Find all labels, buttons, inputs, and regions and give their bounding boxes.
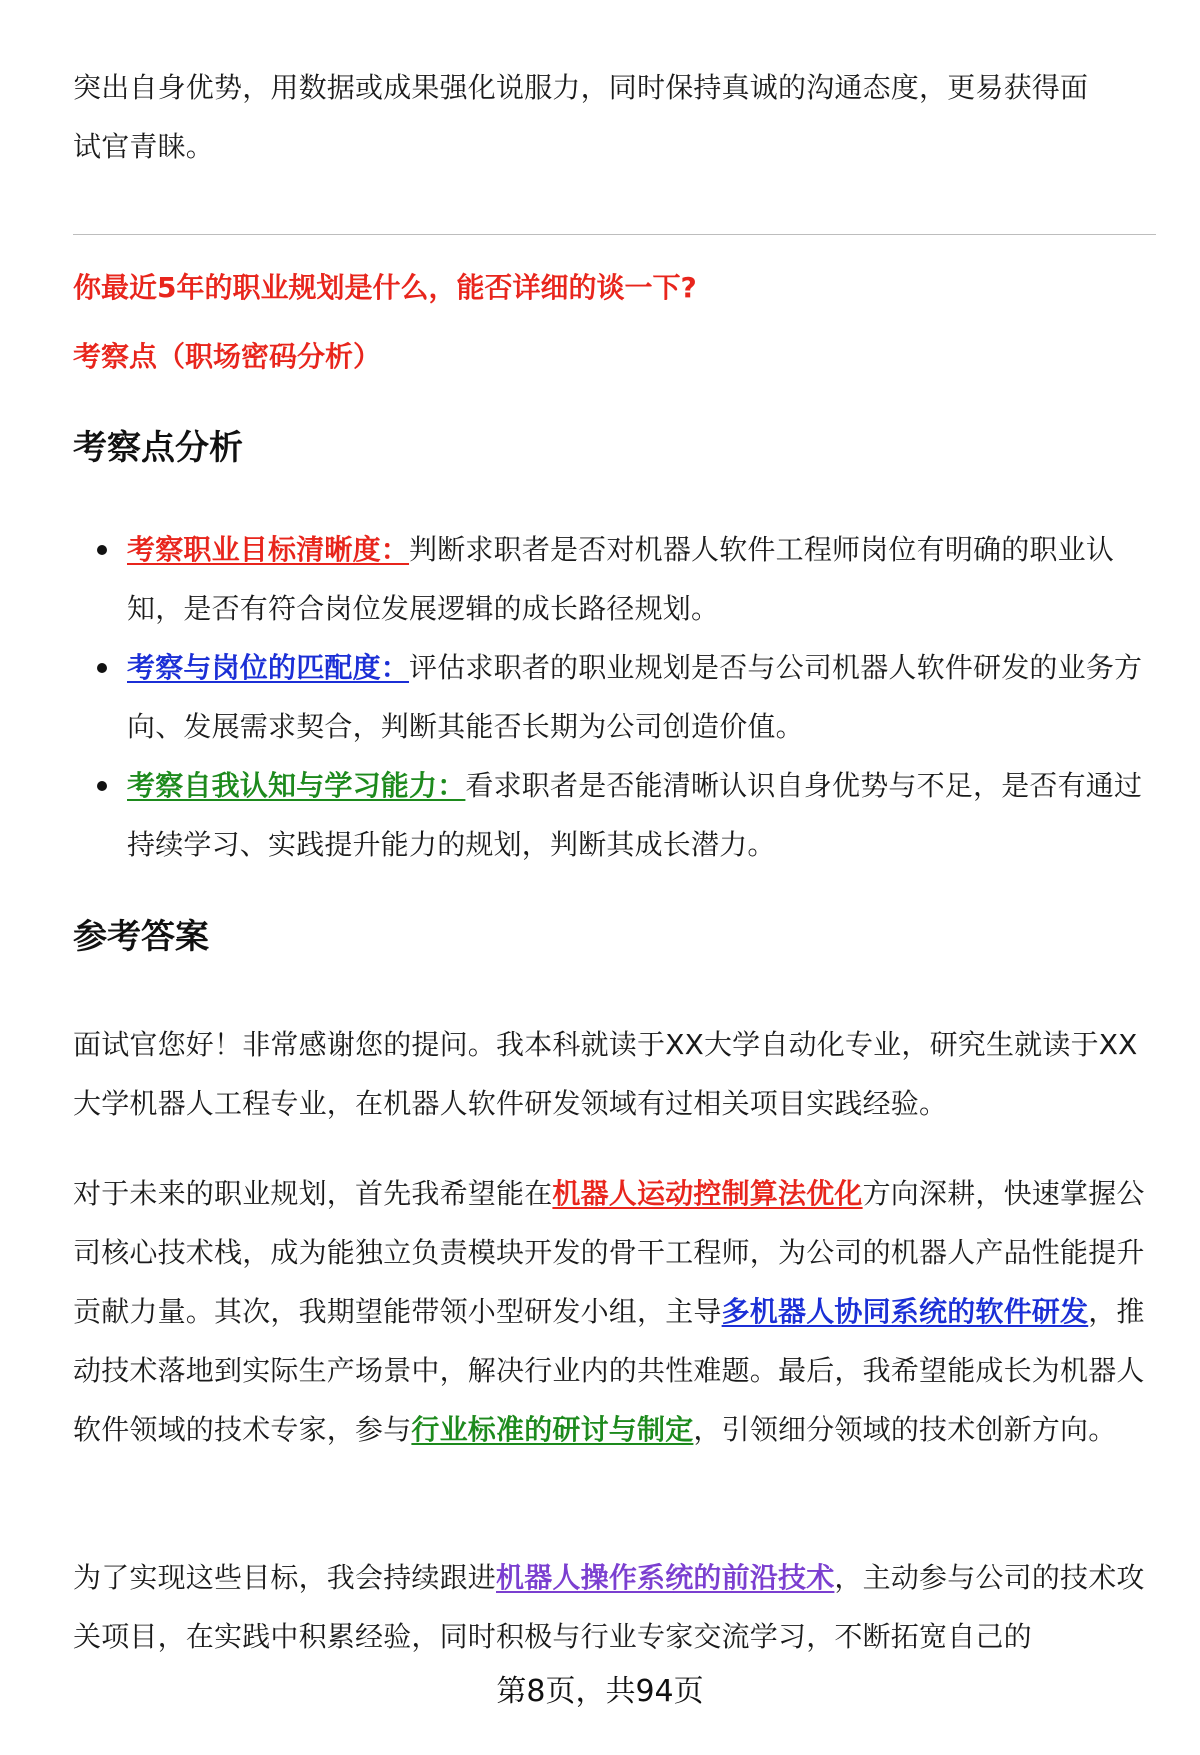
- page-number: 第8页，共94页: [496, 1674, 704, 1709]
- analysis-item-text: 评估求职者的职业规划是否与公司机器人软件研发的业务方向、发展需求契合，判断其能否长期为公司创造价值。: [127, 651, 1143, 743]
- analysis-item-text: 判断求职者是否对机器人软件工程师岗位有明确的职业认知，是否有符合岗位发展逻辑的成长路径规划。: [127, 533, 1115, 625]
- list-item: [73, 638, 1158, 756]
- analysis-item-text: 看求职者是否能清晰认识自身优势与不足，是否有通过持续学习、实践提升能力的规划，判断其成长潜力。: [127, 769, 1143, 861]
- highlight-link-motion-control[interactable]: 机器人运动控制算法优化: [552, 1177, 863, 1210]
- answer-text: 方向深耕，快速掌握公司核心技术栈，成为能独立负责模块开发的骨干工程师，为公司的机器人产品性能提升贡献力量。其次，我期望能带领小型研发小组，主导: [73, 1177, 1145, 1328]
- answer-text: 对于未来的职业规划，首先我希望能在: [73, 1177, 553, 1210]
- answer-paragraph-2: [73, 1164, 1153, 1459]
- answer-text: ，主动参与公司的技术攻关项目，在实践中积累经验，同时积极与行业专家交流学习，不断拓宽自己的: [73, 1561, 1145, 1653]
- intro-paragraph: [73, 58, 1153, 176]
- bullet-icon: [97, 545, 107, 555]
- highlight-link-industry-standard[interactable]: 行业标准的研讨与制定: [411, 1413, 694, 1446]
- list-item: [73, 520, 1158, 638]
- list-item: [73, 756, 1158, 874]
- bullet-icon: [97, 781, 107, 791]
- answer-text: ，推动技术落地到实际生产场景中，解决行业内的共性难题。最后，我希望能成长为机器人软件领域的技术专家，参与: [73, 1295, 1145, 1446]
- answer-heading: 参考答案: [73, 917, 209, 957]
- section-divider: [73, 234, 1156, 235]
- intro-line-2: 试官青睐。: [73, 130, 215, 163]
- highlight-link-ros[interactable]: 机器人操作系统的前沿技术: [496, 1561, 835, 1594]
- highlight-link-multi-robot[interactable]: 多机器人协同系统的软件研发: [721, 1295, 1089, 1328]
- answer-text: ，引领细分领域的技术创新方向。: [693, 1413, 1117, 1446]
- answer-text: 为了实现这些目标，我会持续跟进: [73, 1561, 497, 1594]
- answer-paragraph-3: [73, 1548, 1153, 1666]
- analysis-item-label[interactable]: 考察职业目标清晰度：: [127, 533, 410, 566]
- intro-line-1: 突出自身优势，用数据或成果强化说服力，同时保持真诚的沟通态度，更易获得面: [73, 71, 1089, 104]
- analysis-item-label[interactable]: 考察自我认知与学习能力：: [127, 769, 466, 802]
- analysis-list: [73, 520, 1158, 874]
- question-subtitle: 考察点（职场密码分析）: [73, 340, 382, 373]
- analysis-item-label[interactable]: 考察与岗位的匹配度：: [127, 651, 410, 684]
- analysis-heading: 考察点分析: [73, 428, 243, 468]
- question-title: 你最近5年的职业规划是什么，能否详细的谈一下?: [73, 271, 697, 304]
- bullet-icon: [97, 663, 107, 673]
- answer-paragraph-1: 面试官您好！非常感谢您的提问。我本科就读于XX大学自动化专业，研究生就读于XX大学机器人工程专业，在机器人软件研发领域有过相关项目实践经验。: [73, 1028, 1138, 1120]
